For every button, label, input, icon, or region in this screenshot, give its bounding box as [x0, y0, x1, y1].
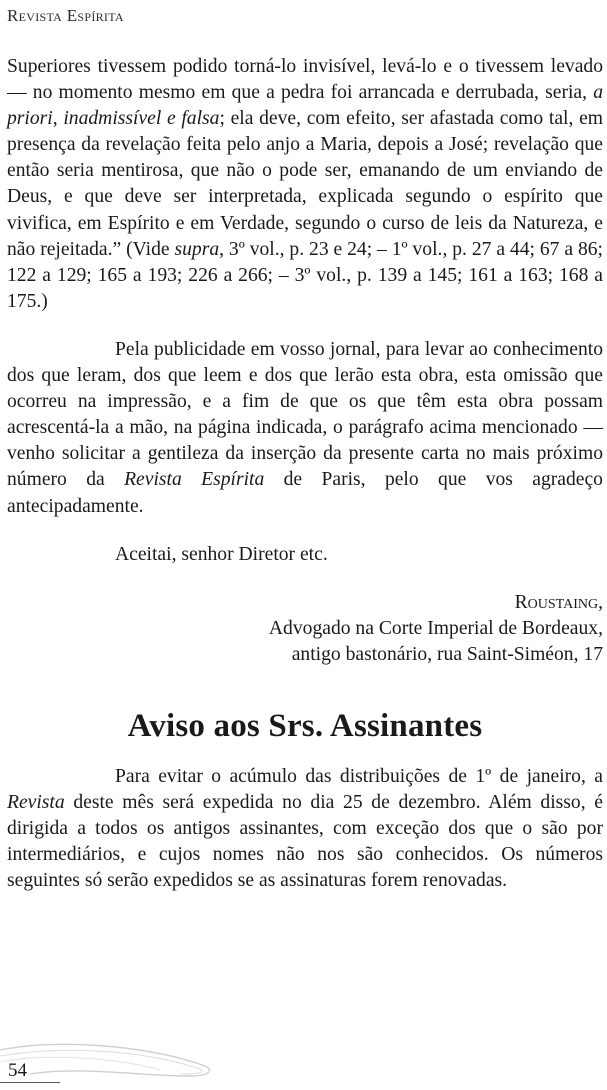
- signature-line-2: antigo bastonário, rua Saint-Siméon, 17: [291, 643, 603, 665]
- letter-paragraph-1: [7, 54, 603, 315]
- signature-block: [7, 590, 603, 668]
- text-run: ,: [52, 108, 64, 130]
- italic-run: Revista Espírita: [124, 469, 265, 491]
- notice-paragraph: [7, 764, 603, 894]
- page-body: [7, 54, 603, 894]
- italic-run: Revista: [7, 792, 65, 814]
- italic-run: supra: [174, 238, 220, 260]
- text-run: Pela publicidade em vosso jornal, para levar ao conhecimento dos que leram, dos que leem e dos que lerão esta obra, esta omissão que ocorreu na impressão, e a fim de que os que têm esta obra possam acrescentá-la a mão, na página indicada, o parágrafo acima mencionado — venho solicitar a gentileza da inserção da presente carta no mais próximo número da: [7, 338, 603, 491]
- text-run: deste mês será expedida no dia 25 de dezembro. Além disso, é dirigida a todos os antigos assinantes, com exceção dos que o são por intermediários, e cujos nomes não nos são conhecidos. Os números seguintes só serão expedidos se as assinaturas forem renovadas.: [7, 792, 603, 892]
- italic-run: inadmissível e falsa: [63, 108, 220, 130]
- text-run: Superiores tivessem podido torná-lo invisível, levá-lo e o tivessem levado — no momento mesmo em que a pedra foi arrancada e derrubada, seria,: [7, 56, 603, 104]
- text-run: ; ela deve, com efeito, ser afastada como tal, em presença da revelação feita pelo anjo a Maria, depois a José; revelação que então seria mentirosa, que não o pode ser, emanando de um enviando de Deus, e que deve ser interpretada, explicada segundo o espírito que vivifica, em Espírito e em Verdade, segundo o curso de leis da Natureza, e não rejeitada.” (Vide: [7, 108, 604, 260]
- letter-paragraph-2: [7, 337, 603, 520]
- italic-run: a priori: [7, 82, 603, 130]
- signature-line-1: Advogado na Corte Imperial de Bordeaux,: [268, 617, 603, 639]
- running-head: Revista Espírita: [7, 6, 124, 25]
- text-run: , 3º vol., p. 23 e 24; – 1º vol., p. 27 a 44; 67 a 86; 122 a 129; 165 a 193; 226 a 266; – 3º vol., p. 139 a 145; 161 a 163; 168 a 175.): [7, 238, 603, 312]
- section-heading: Aviso aos Srs. Assinantes: [127, 707, 483, 744]
- footer-rule: [0, 1082, 60, 1083]
- text-run: de Paris, pelo que vos agradeço antecipadamente.: [7, 469, 603, 517]
- letter-closing: Aceitai, senhor Diretor etc.: [115, 543, 328, 565]
- page-number: 54: [8, 1060, 27, 1081]
- text-run: Para evitar o acúmulo das distribuições de 1º de janeiro, a: [115, 765, 603, 787]
- signature-name: Roustaing,: [514, 591, 603, 613]
